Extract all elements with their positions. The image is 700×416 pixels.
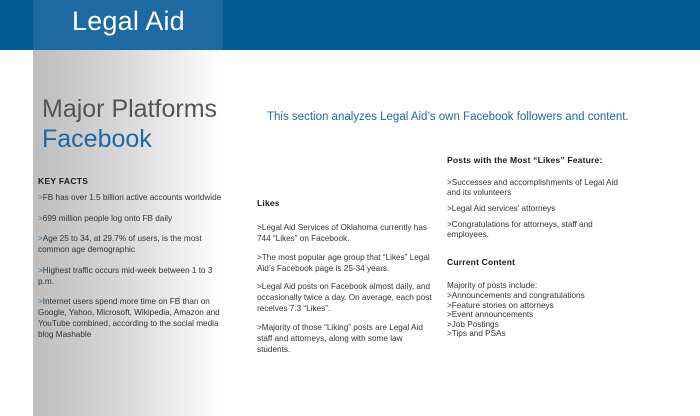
most-likes-title: Posts with the Most “Likes” Feature: xyxy=(447,155,603,165)
most-likes-paragraph: >Legal Aid services’ attorneys xyxy=(447,204,556,213)
key-fact xyxy=(38,233,222,255)
likes-paragraph: >The most popular age group that “Likes” Legal Aid’s Facebook page is 25-34 years. xyxy=(257,252,430,273)
fact-marker: > xyxy=(38,234,43,244)
fact-marker: > xyxy=(38,213,43,223)
fact-marker: > xyxy=(38,297,43,307)
page-subheading: Facebook xyxy=(42,125,152,153)
fact-text: FB has over 1.5 billion active accounts worldwide xyxy=(42,193,222,202)
likes-paragraph: >Majority of those “Liking” posts are Legal Aid staff and attorneys, along with some law students. xyxy=(257,322,423,354)
fact-text: Age 25 to 34, at 29.7% of users, is the most common age demographic xyxy=(38,234,202,255)
list-item: >Job Postings xyxy=(447,319,499,329)
intro-text: This section analyzes Legal Aid’s own Facebook followers and content. xyxy=(267,111,629,123)
header-title: Legal Aid xyxy=(72,6,185,36)
list-item: >Event announcements xyxy=(447,310,534,319)
page-heading: Major Platforms xyxy=(42,95,218,123)
fact-text: Internet users spend more time on FB than on Google, Yahoo, Microsoft, Wikipedia, Amazon and YouTube combined, according to the social media blog Mashable xyxy=(38,297,220,340)
key-fact xyxy=(38,192,222,203)
fact-marker: > xyxy=(38,265,43,275)
likes-paragraph: >Legal Aid Services of Oklahoma currently has 744 “Likes” on Facebook. xyxy=(257,223,427,243)
key-facts-title: KEY FACTS xyxy=(38,176,89,186)
list-item: >Announcements and congratulations xyxy=(447,291,585,300)
list-item: >Feature stories on attorneys xyxy=(447,300,554,310)
most-likes-paragraph: >Successes and accomplishments of Legal Aid and its volunteers xyxy=(447,178,618,197)
key-fact xyxy=(38,213,222,224)
key-fact xyxy=(38,296,222,340)
likes-title: Likes xyxy=(257,198,280,208)
right-column xyxy=(447,155,622,339)
list-item: >Tips and PSAs xyxy=(447,329,506,338)
fact-text: Highest traffic occurs mid-week between 1 to 3 p.m. xyxy=(38,265,213,286)
header-bar xyxy=(0,0,700,50)
most-likes-paragraph: >Congratulations for attorneys, staff and employees. xyxy=(447,220,593,239)
key-facts-list xyxy=(38,192,222,350)
likes-section xyxy=(257,198,437,362)
current-content-intro: Majority of posts include: xyxy=(447,281,538,290)
likes-paragraph: >Legal Aid posts on Facebook almost daily, and occasionally twice a day. On average, each post receives 7.3 “Likes”. xyxy=(257,282,432,313)
section-gap xyxy=(447,245,622,257)
key-fact xyxy=(38,265,222,287)
fact-text: 699 million people log onto FB daily xyxy=(42,213,173,223)
fact-marker: > xyxy=(38,193,43,202)
current-content-title: Current Content xyxy=(447,257,516,267)
